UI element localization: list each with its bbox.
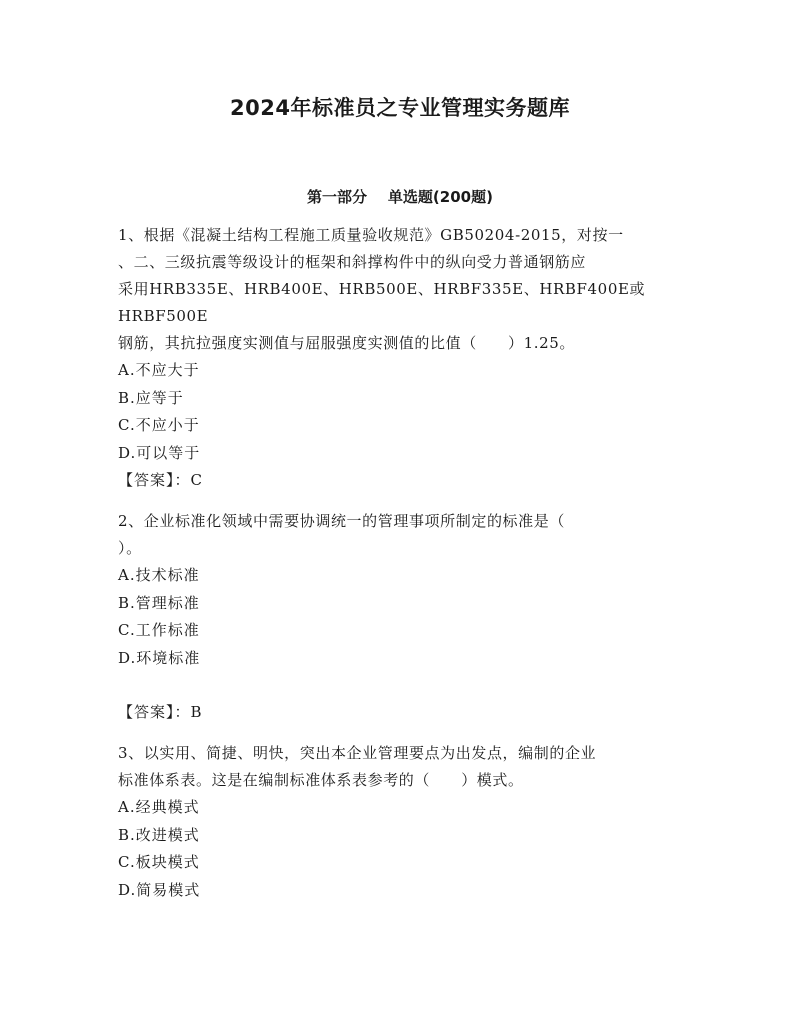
question-text-line: 2、企业标准化领域中需要协调统一的管理事项所制定的标准是（: [118, 512, 565, 530]
question-text-line: 1、根据《混凝土结构工程施工质量验收规范》GB50204-2015，对按一: [118, 226, 624, 244]
option-b: B.应等于: [118, 388, 184, 407]
question-text-line: 钢筋，其抗拉强度实测值与屈服强度实测值的比值（ ）1.25。: [118, 334, 576, 352]
question-3: [118, 740, 688, 904]
option-d: D.简易模式: [118, 880, 201, 899]
option-a: A.不应大于: [118, 361, 200, 379]
question-text-line: 标准体系表。这是在编制标准体系表参考的（ ）模式。: [118, 771, 524, 789]
document-title: 2024年标准员之专业管理实务题库: [230, 96, 570, 120]
question-1: [118, 222, 688, 467]
answer-2: 【答案】：B: [118, 703, 203, 721]
option-d: D.可以等于: [118, 443, 201, 462]
option-a: A.技术标准: [118, 566, 200, 584]
option-d: D.环境标准: [118, 648, 201, 667]
option-c: C.不应小于: [118, 416, 200, 434]
question-text-line: ）。: [118, 539, 142, 557]
option-c: C.板块模式: [118, 853, 200, 871]
answer-1: 【答案】：C: [118, 471, 203, 489]
option-b: B.改进模式: [118, 825, 200, 844]
question-2: [118, 508, 688, 672]
question-text-line: 、二、三级抗震等级设计的框架和斜撑构件中的纵向受力普通钢筋应: [118, 253, 587, 271]
option-c: C.工作标准: [118, 621, 200, 639]
option-a: A.经典模式: [118, 798, 200, 816]
question-text-line: 3、以实用、简捷、明快，突出本企业管理要点为出发点，编制的企业: [118, 744, 597, 762]
option-b: B.管理标准: [118, 593, 200, 612]
question-text-line: 采用HRB335E、HRB400E、HRB500E、HRBF335E、HRBF400E或HRBF500E: [118, 280, 646, 325]
section-heading: 第一部分 单选题(200题): [307, 188, 493, 206]
